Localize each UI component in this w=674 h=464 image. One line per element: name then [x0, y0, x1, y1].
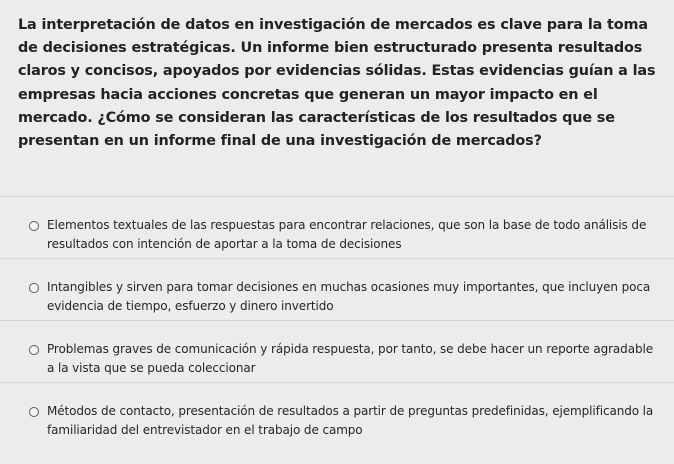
radio-button-icon[interactable]: [29, 221, 39, 231]
answer-option-1[interactable]: [0, 196, 674, 258]
answer-options: [0, 196, 674, 444]
question-text: La interpretación de datos en investigación de mercados es clave para la toma de decisiones estratégicas. Un informe bien estructurado presenta resultados claros y concisos, apoyados por evidencias sólidas. Estas evidencias guían a las empresas hacia acciones concretas que generan un mayor impacto en el mercado. ¿Cómo se consideran las características de los resultados que se presentan en un informe final de una investigación de mercados?: [18, 17, 656, 150]
radio-button-icon[interactable]: [29, 283, 39, 293]
radio-button-icon[interactable]: [29, 407, 39, 417]
answer-option-label: Intangibles y sirven para tomar decisiones en muchas ocasiones muy importantes, que incluyen poca evidencia de tiempo, esfuerzo y dinero invertido: [47, 280, 651, 313]
radio-button-icon[interactable]: [29, 345, 39, 355]
answer-option-4[interactable]: [0, 382, 674, 444]
answer-option-label: Métodos de contacto, presentación de resultados a partir de preguntas predefinidas, ejemplificando la familiaridad del entrevistador en el trabajo de campo: [47, 404, 654, 437]
answer-option-label: Elementos textuales de las respuestas para encontrar relaciones, que son la base de todo análisis de resultados con intención de aportar a la toma de decisiones: [47, 218, 647, 251]
answer-option-3[interactable]: [0, 320, 674, 382]
answer-option-2[interactable]: [0, 258, 674, 320]
answer-option-label: Problemas graves de comunicación y rápida respuesta, por tanto, se debe hacer un reporte agradable a la vista que se pueda coleccionar: [47, 342, 653, 375]
